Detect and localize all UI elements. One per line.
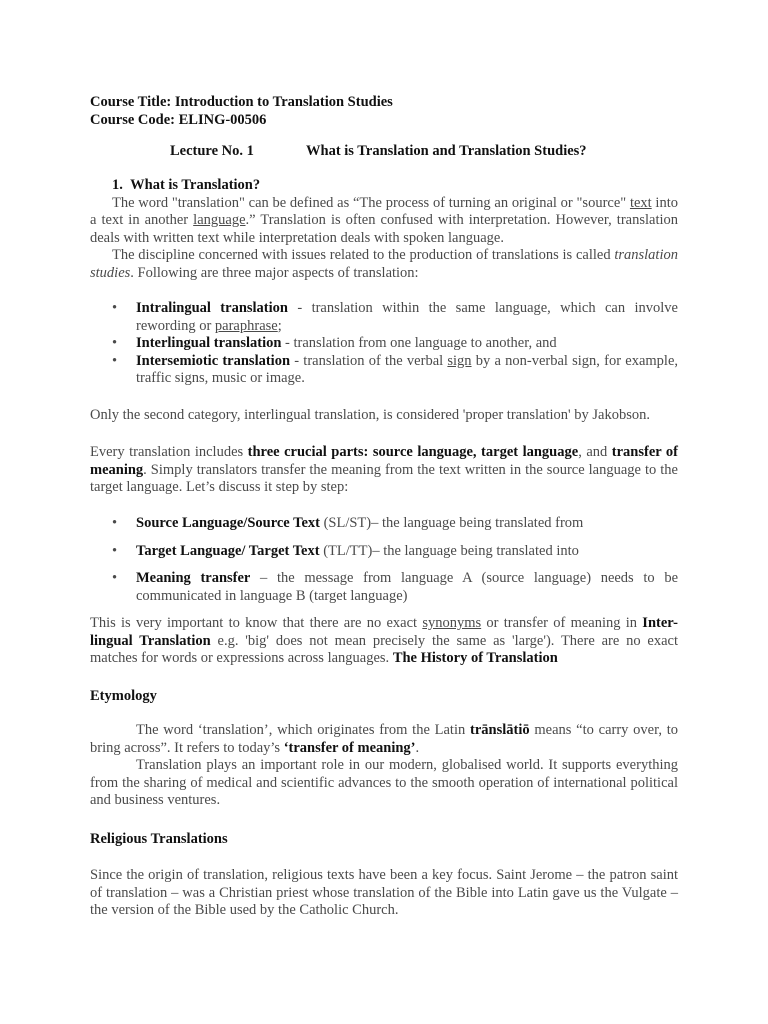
bullet: • (112, 542, 118, 559)
latin-term: trānslātiō (470, 722, 530, 738)
text-link[interactable]: text (629, 194, 652, 211)
parts-paragraph: Every translation includes three crucial parts: source language, target language, and transfer of meaning. Simply translators transfer the meaning from the text written in the source language to the target language. Let’s discuss it step by step: (90, 444, 679, 495)
translation-studies-term: translation studies (90, 247, 678, 281)
lecture-title: What is Translation and Translation Studies? (306, 143, 587, 159)
steps-list (90, 515, 678, 605)
history-heading: The History of Translation (392, 650, 558, 666)
etymology-paragraph: The word ‘translation’, which originates from the Latin trānslātiō means “to carry over, to bring across”. It refers to today’s ‘transfer of meaning’. (90, 722, 679, 756)
etymology-heading: Etymology (90, 688, 157, 704)
definition-paragraph: The word "translation" can be defined as “The process of turning an original or "source" text into a text in another language.” Translation is often confused with interpretation. However, translation deals with written text while interpretation deals with spoken language. (90, 194, 679, 246)
list-item: • Intralingual translation - translation within the same language, which can involve rewording or paraphrase; (112, 300, 678, 334)
course-code: ELING-00506 (178, 111, 267, 128)
religious-heading: Religious Translations (90, 831, 228, 847)
bullet: • (112, 352, 118, 369)
bullet: • (112, 570, 118, 586)
course-title-line (90, 94, 678, 112)
sign-link[interactable]: sign (447, 352, 472, 369)
course-info (90, 94, 678, 129)
bullet: • (112, 335, 118, 351)
section-heading-number: 1. (112, 177, 123, 193)
jakobson-paragraph: Only the second category, interlingual translation, is considered 'proper translation' by Jakobson. (90, 407, 650, 423)
list-item: • Interlingual translation - translation from one language to another, and (112, 335, 557, 351)
section-what-is-translation (90, 177, 678, 282)
language-link[interactable]: language (193, 212, 246, 228)
list-item: • Intersemiotic translation - translation of the verbal sign by a non-verbal sign, for example, traffic signs, music or image. (112, 352, 679, 386)
synonyms-link[interactable]: synonyms (422, 615, 482, 631)
list-item: • Source Language/Source Text (SL/ST)– the language being translated from (112, 515, 584, 531)
course-title-label: Course Title: (90, 94, 172, 110)
lecture-number: Lecture No. 1 (170, 143, 254, 159)
discipline-paragraph: The discipline concerned with issues related to the production of translations is called translation studies. Following are three major aspects of translation: (90, 247, 678, 281)
paraphrase-link[interactable]: paraphrase (214, 317, 278, 334)
etymology-section (90, 722, 678, 810)
bullet: • (112, 515, 118, 531)
globalised-paragraph: Translation plays an important role in our modern, globalised world. It supports everything from the sharing of medical and scientific advances to the smooth operation of international political and business ventures. (90, 757, 678, 808)
list-item: • Target Language/ Target Text (TL/TT)– the language being translated into (112, 542, 579, 559)
synonyms-paragraph: This is very important to know that there are no exact synonyms or transfer of meaning in Inter-lingual Translation e.g. 'big' does not mean precisely the same as 'large'). There are no exact matches for words or expressions across languages. The History of Translation (90, 615, 678, 666)
section-heading-text: What is Translation? (130, 177, 261, 193)
section-heading (90, 177, 678, 195)
course-code-label: Course Code: (90, 111, 175, 128)
course-code-line (90, 112, 678, 130)
list-item: • Meaning transfer – the message from language A (source language) needs to be communicated in language B (target language) (112, 570, 679, 604)
course-title: Introduction to Translation Studies (174, 94, 393, 110)
aspects-list (90, 300, 678, 388)
religious-paragraph: Since the origin of translation, religious texts have been a key focus. Saint Jerome – the patron saint of translation – was a Christian priest whose translation of the Bible into Latin gave us the Vulgate – the version of the Bible used by the Catholic Church. (90, 867, 678, 918)
bullet: • (112, 300, 118, 316)
